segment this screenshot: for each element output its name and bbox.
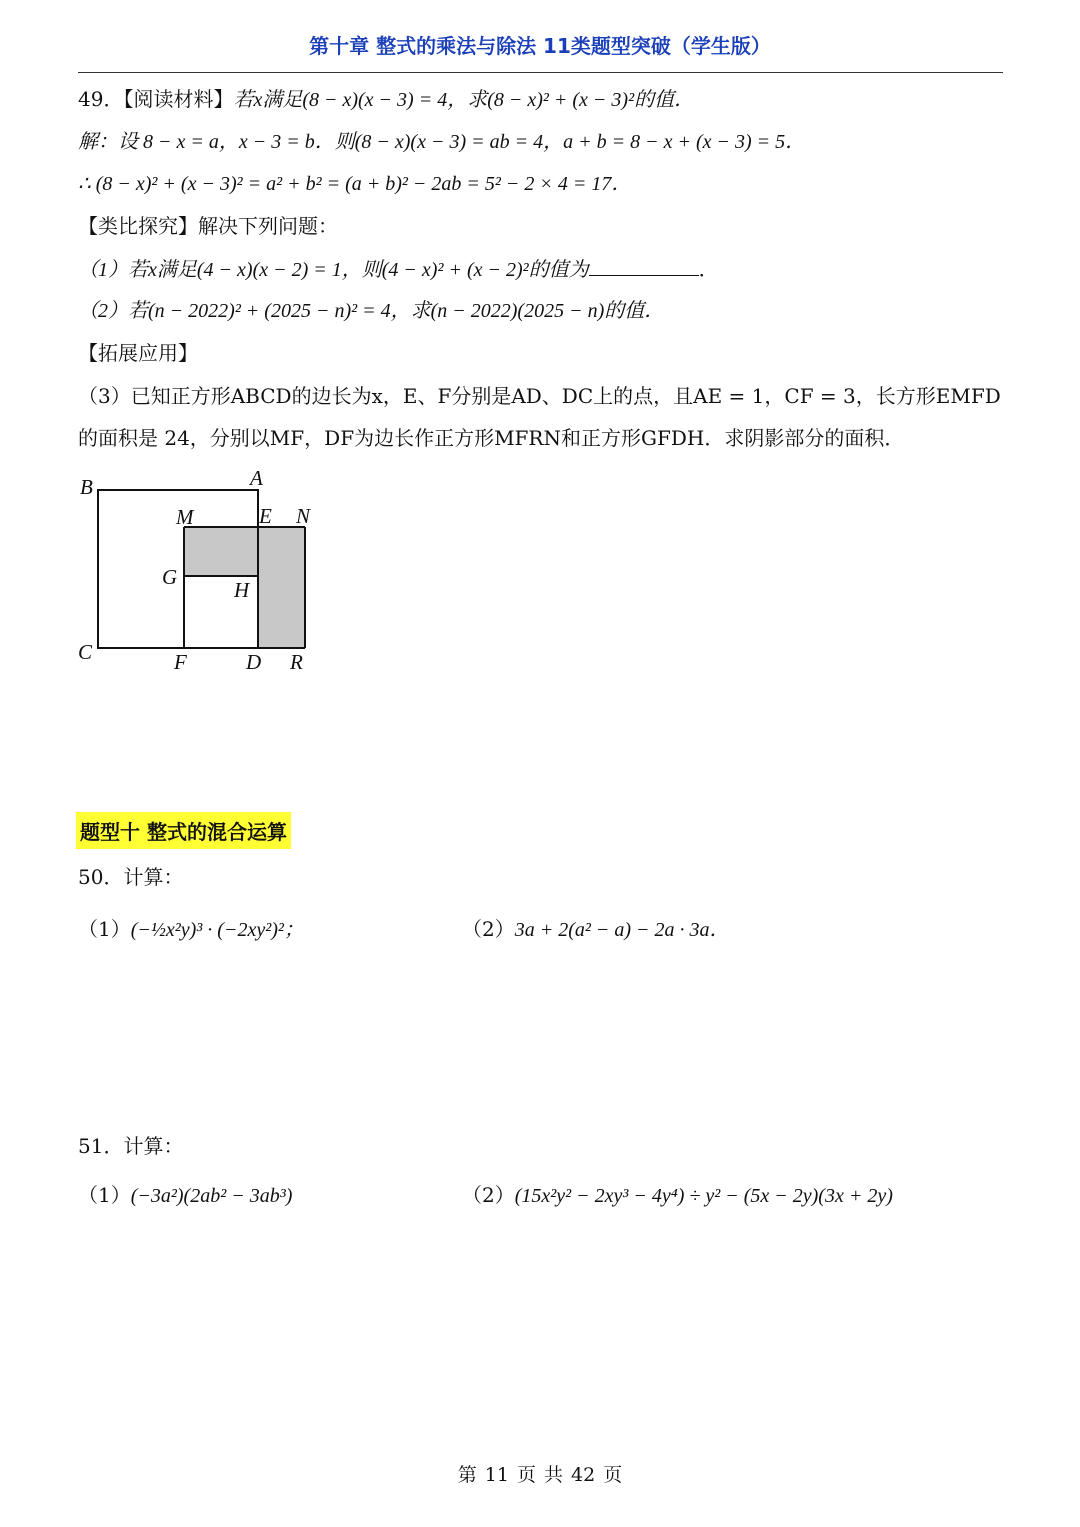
q50-heading: 50．计算：: [78, 865, 184, 889]
figure-shapes: [98, 490, 305, 648]
label-h: H: [234, 578, 250, 602]
label-d: D: [246, 650, 262, 674]
q49-part1-end: ．: [698, 257, 719, 281]
total-pages: 42: [571, 1464, 596, 1486]
shaded-rect-top: [184, 527, 258, 576]
q50-part2-label: （2）: [462, 917, 515, 941]
q49-reading-tag: 【阅读材料】: [123, 87, 234, 111]
q50-part2-expression: 3a + 2(a² − a) − 2a · 3a．: [514, 919, 730, 941]
q50-part1: [78, 916, 304, 943]
q49-analog-line: [78, 213, 338, 239]
label-g: G: [162, 565, 178, 589]
label-c: C: [78, 640, 93, 664]
q51-part2-label: （2）: [462, 1183, 515, 1207]
footer-ye-2: 页: [603, 1464, 623, 1486]
q51-part2: [462, 1182, 893, 1209]
header-divider: [78, 72, 1003, 73]
q51-part2-expression: (15x²y² − 2xy³ − 4y⁴) ÷ y² − (5x − 2y)(3x + 2y): [514, 1185, 893, 1207]
geometry-figure: [72, 468, 332, 678]
page-number: 11: [484, 1464, 509, 1486]
q49-part2: （2）若(n − 2022)² + (2025 − n)² = 4，求(n − 2022)(2025 − n)的值．: [78, 300, 665, 322]
q50-part1-expression: (−½x²y)³ · (−2xy²)²；: [130, 919, 304, 941]
answer-blank[interactable]: [589, 257, 699, 276]
q49-part3-line2: 的面积是 24，分别以MF，DF为边长作正方形MFRN和正方形GFDH．求阴影部分的面积．: [78, 426, 905, 450]
label-a: A: [250, 468, 263, 490]
q49-part1-text: （1）若x满足(4 − x)(x − 2) = 1，则(4 − x)² + (x − 2)²的值为: [78, 259, 589, 281]
q49-part3-line1: （3）已知正方形ABCD的边长为x，E、F分别是AD、DC上的点，且AE = 1，CF = 3，长方形EMFD: [78, 384, 1001, 408]
page-footer: [0, 1460, 1080, 1487]
label-b: B: [80, 475, 93, 499]
label-f: F: [174, 650, 187, 674]
section-title: 题型十 整式的混合运算: [76, 812, 291, 849]
q51-heading: 51．计算：: [78, 1134, 184, 1158]
q49-analog-text: 解决下列问题：: [198, 214, 338, 238]
label-n: N: [296, 504, 311, 528]
q50-part1-label: （1）: [78, 917, 131, 941]
q49-therefore-line: ∴ (8 − x)² + (x − 3)² = a² + b² = (a + b)² − 2ab = 5² − 2 × 4 = 17．: [78, 173, 632, 195]
q49-number: 49．: [78, 87, 124, 111]
footer-di: 第: [457, 1464, 477, 1486]
label-m: M: [176, 505, 194, 529]
q49-part1: [78, 256, 719, 283]
q49-solution-line: 解：设 8 − x = a，x − 3 = b．则(8 − x)(x − 3) = ab = 4，a + b = 8 − x + (x − 3) = 5．: [78, 131, 806, 153]
footer-gong: 共: [544, 1464, 564, 1486]
q49-extension-tag: 【拓展应用】: [78, 341, 198, 365]
q49-problem-text: 若x满足(8 − x)(x − 3) = 4，求(8 − x)² + (x − 3)²的值．: [233, 89, 695, 111]
q49-line1: [78, 86, 694, 113]
label-r: R: [290, 650, 303, 674]
q51-part1-expression: (−3a²)(2ab² − 3ab³): [130, 1185, 293, 1207]
q49-analog-tag: 【类比探究】: [78, 214, 198, 238]
q50-part2: [462, 916, 730, 943]
q51-part1: [78, 1182, 292, 1209]
footer-ye: 页: [516, 1464, 536, 1486]
shaded-rect-right: [258, 527, 305, 648]
label-e: E: [259, 504, 272, 528]
document-header: 第十章 整式的乘法与除法 11类题型突破（学生版）: [309, 34, 771, 58]
q51-part1-label: （1）: [78, 1183, 131, 1207]
